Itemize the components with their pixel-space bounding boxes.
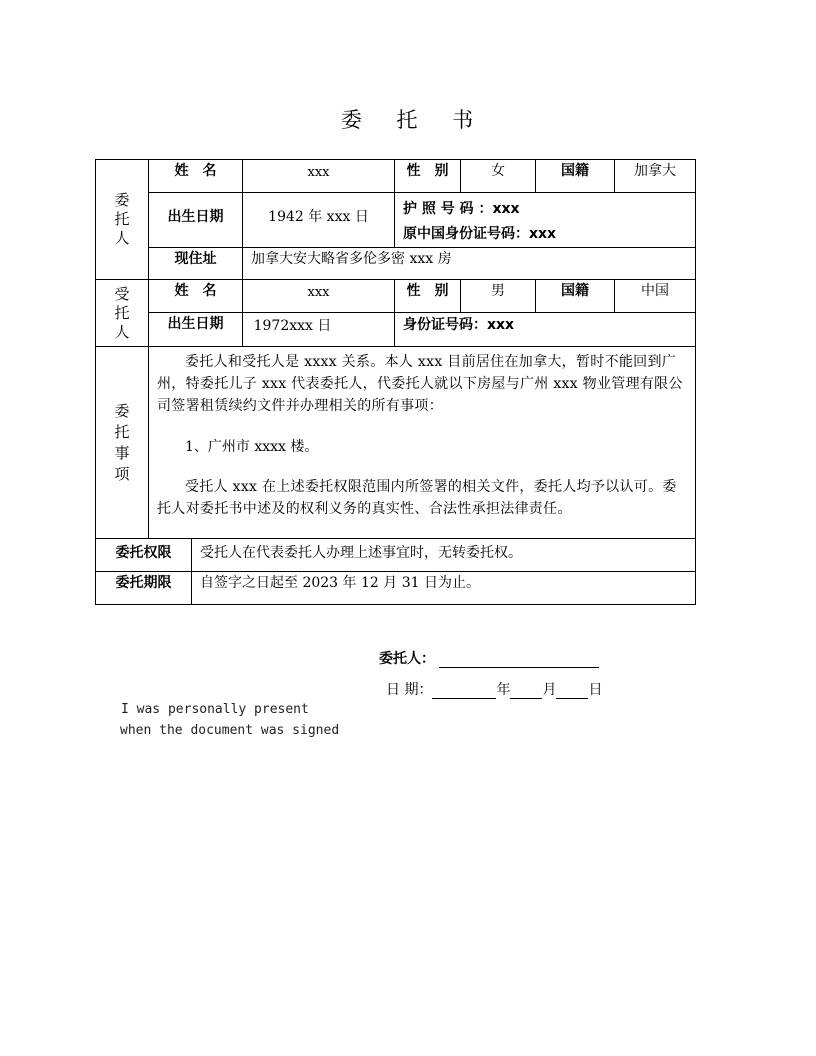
agent-nationality-value: 中国 [614,279,696,313]
principal-section-text: 委托人 [114,191,130,247]
principal-name-value: xxx [242,159,395,193]
document-title: 委 托 书 [340,108,488,132]
principal-signature-row [379,648,599,668]
period-label: 委托期限 [95,571,192,605]
principal-address-value: 加拿大安大略省多伦多密 xxx 房 [242,247,696,280]
principal-id-cell [394,192,696,248]
agent-gender-label: 性 别 [394,279,461,313]
principal-gender-value: 女 [460,159,536,193]
passport-number: 护 照 号 码 ：xxx [403,201,520,217]
period-value: 自签字之日起至 2023 年 12 月 31 日为止。 [191,571,696,605]
year-label: 年 [496,682,511,698]
agent-dob-label: 出生日期 [148,312,243,347]
agent-gender-value: 男 [460,279,536,313]
handwritten-note [120,699,339,741]
year-line[interactable] [432,684,496,699]
principal-section-label [95,159,149,280]
agent-id-number: 身份证号码：xxx [394,312,696,347]
matters-content [148,346,696,539]
authority-label: 委托权限 [95,538,192,572]
matters-paragraph-2: 受托人 xxx 在上述委托权限范围内所签署的相关文件，委托人均予以认可。委托人对委托书中述及的权利义务的真实性、合法性承担法律责任。 [157,479,677,517]
matters-paragraph-1: 委托人和受托人是 xxxx 关系。本人 xxx 目前居住在加拿大，暂时不能回到广州，特委托儿子 xxx 代表委托人，代委托人就以下房屋与广州 xxx 物业管理有限公司签署租赁续约文件并办理相关的所有事项： [157,354,683,414]
former-id-number: 原中国身份证号码：xxx [403,226,557,242]
principal-address-label: 现住址 [148,247,243,280]
matters-section-label [95,346,149,539]
agent-name-value: xxx [242,279,395,313]
agent-name-label: 姓 名 [148,279,243,313]
date-row [386,679,602,699]
handwritten-note-line-1: I was personally present [121,702,309,717]
authority-value: 受托人在代表委托人办理上述事宜时，无转委托权。 [191,538,696,572]
agent-dob-value: 1972xxx 日 [242,312,395,347]
principal-nationality-value: 加拿大 [614,159,696,193]
matters-section-text: 委托事项 [114,401,130,483]
month-line[interactable] [510,684,542,699]
agent-section-label [95,279,149,347]
day-line[interactable] [556,684,588,699]
principal-name-label: 姓 名 [148,159,243,193]
day-label: 日 [588,682,603,698]
handwritten-note-line-2: when the document was signed [120,723,340,738]
principal-signature-line[interactable] [439,653,599,668]
principal-dob-value: 1942 年 xxx 日 [242,192,395,248]
agent-section-text: 受托人 [114,284,130,341]
month-label: 月 [542,682,557,698]
principal-signature-label: 委托人： [379,651,435,667]
principal-dob-label: 出生日期 [148,192,243,248]
principal-nationality-label: 国籍 [535,159,615,193]
date-label: 日 期： [386,682,433,698]
agent-nationality-label: 国籍 [535,279,615,313]
principal-gender-label: 性 别 [394,159,461,193]
matters-item-1: 1、广州市 xxxx 楼。 [185,439,319,455]
